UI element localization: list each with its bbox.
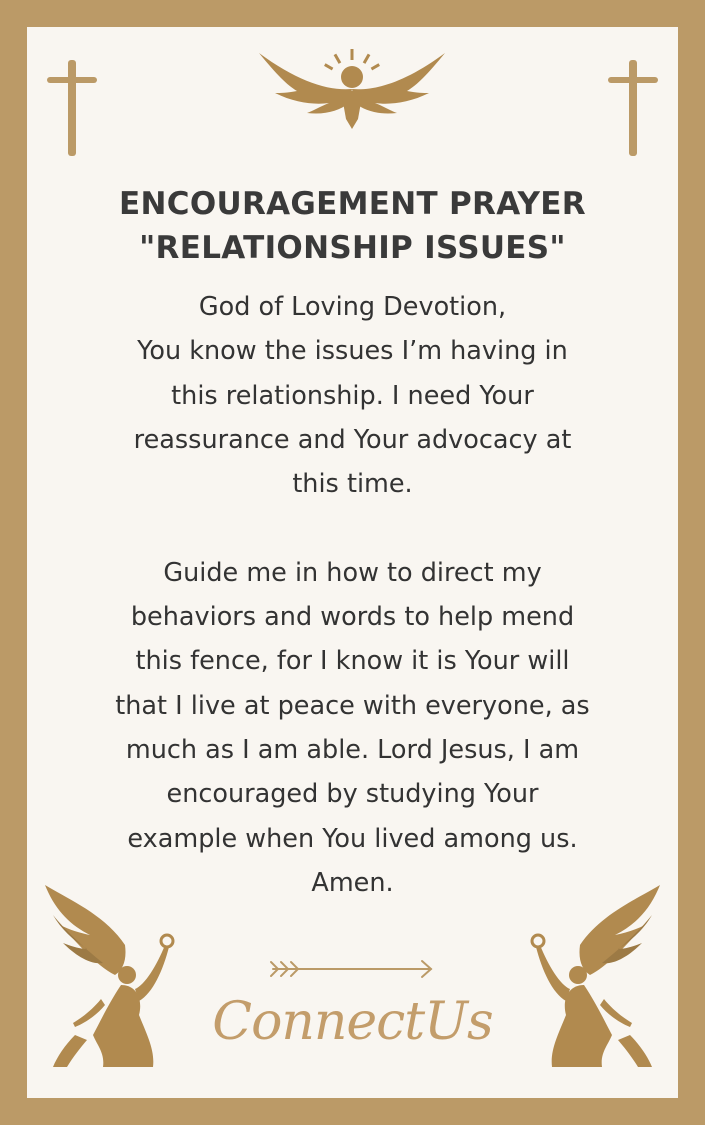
prayer-line: much as I am able. Lord Jesus, I am xyxy=(125,734,580,765)
prayer-line: reassurance and Your advocacy at xyxy=(133,424,572,455)
prayer-line: God of Loving Devotion, xyxy=(198,292,507,322)
prayer-line: that I live at peace with everyone, as xyxy=(115,690,590,721)
title-line-1: ENCOURAGEMENT PRAYER xyxy=(119,186,586,222)
prayer-line: this relationship. I need Your xyxy=(171,380,534,411)
arrow-icon xyxy=(267,955,437,983)
prayer-text xyxy=(37,285,668,905)
winged-sun-icon xyxy=(257,45,447,129)
page-title xyxy=(27,182,678,270)
prayer-line xyxy=(37,506,668,550)
prayer-line: You know the issues I’m having in xyxy=(137,336,568,367)
cross-icon xyxy=(45,60,99,158)
title-line-2: "RELATIONSHIP ISSUES" xyxy=(139,230,566,266)
prayer-line: this time. xyxy=(292,469,413,500)
prayer-line: this fence, for I know it is Your will xyxy=(135,646,570,677)
prayer-card xyxy=(27,27,678,1098)
prayer-line: behaviors and words to help mend xyxy=(130,602,575,633)
brand-logo: ConnectUs xyxy=(212,992,493,1052)
prayer-line: example when You lived among us. xyxy=(127,823,578,854)
prayer-line: encouraged by studying Your xyxy=(166,779,539,810)
cross-icon xyxy=(606,60,660,158)
prayer-line: Guide me in how to direct my xyxy=(163,557,542,588)
prayer-line: Amen. xyxy=(311,867,394,898)
